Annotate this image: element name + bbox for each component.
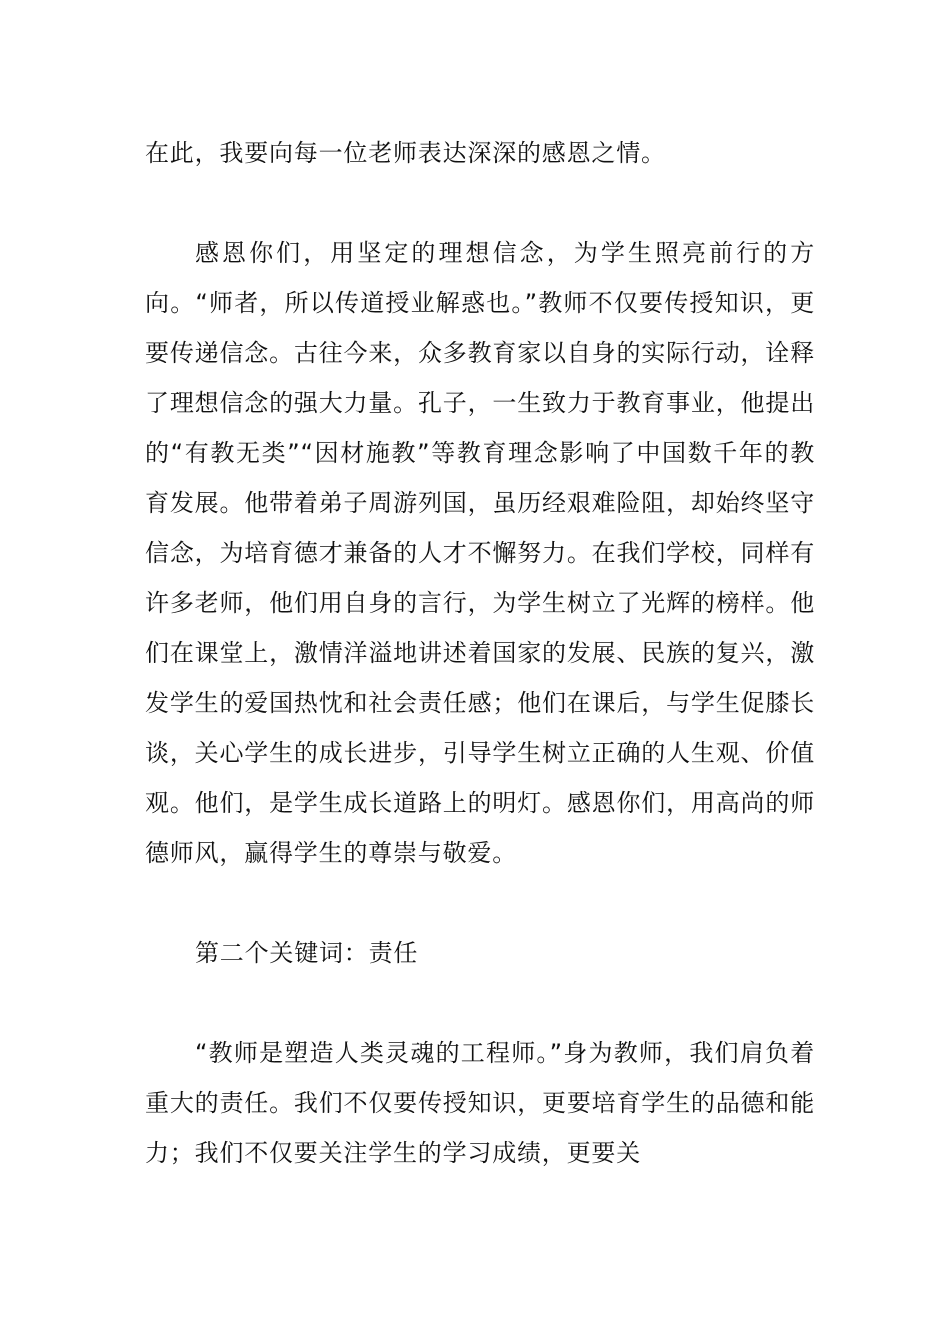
paragraph-responsibility: “教师是塑造人类灵魂的工程师。”身为教师，我们肩负着重大的责任。我们不仅要传授知识，更要培育学生的品德和能力；我们不仅要关注学生的学习成绩，更要关 bbox=[145, 1039, 815, 1167]
document-body bbox=[145, 128, 815, 1178]
section-heading-responsibility: 第二个关键词：责任 bbox=[195, 939, 419, 967]
paragraph-ideals: 感恩你们，用坚定的理想信念，为学生照亮前行的方向。“师者，所以传道授业解惑也。”教师不仅要传授知识，更要传递信念。古往今来，众多教育家以自身的实际行动，诠释了理想信念的强大力量。孔子，一生致力于教育事业，他提出的“有教无类”“因材施教”等教育理念影响了中国数千年的教育发展。他带着弟子周游列国，虽历经艰难险阻，却始终坚守信念，为培育德才兼备的人才不懈努力。在我们学校，同样有许多老师，他们用自身的言行，为学生树立了光辉的榜样。他们在课堂上，激情洋溢地讲述着国家的发展、民族的复兴，激发学生的爱国热忱和社会责任感；他们在课后，与学生促膝长谈，关心学生的成长进步，引导学生树立正确的人生观、价值观。他们，是学生成长道路上的明灯。感恩你们，用高尚的师德师风，赢得学生的尊崇与敬爱。 bbox=[145, 239, 815, 867]
paragraph-gratitude-intro: 在此，我要向每一位老师表达深深的感恩之情。 bbox=[145, 139, 666, 167]
